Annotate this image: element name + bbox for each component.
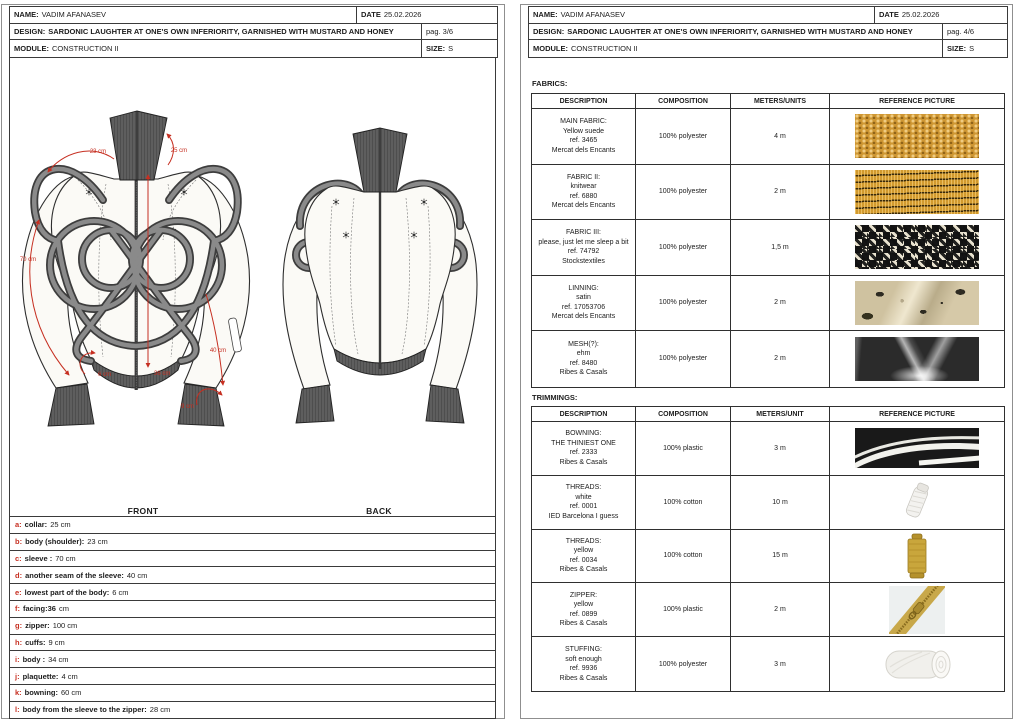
reference-cell: [830, 637, 1004, 691]
description-cell: [532, 422, 636, 475]
garment-back-view: [283, 128, 477, 423]
measurement-row-a: [9, 517, 496, 534]
column-header-composition: COMPOSITION: [636, 94, 731, 108]
description-line: FABRIC II:: [566, 173, 601, 181]
column-header-meters: METERS/UNIT: [731, 407, 830, 421]
measurement-label: plaquette:: [22, 671, 59, 681]
header-row-design: [529, 24, 1007, 41]
measurement-value: cm: [58, 604, 69, 614]
description-line: ref. 9936: [569, 665, 598, 673]
description-line: MAIN FABRIC:: [560, 118, 607, 126]
measurement-label: body from the sleeve to the zipper:: [22, 705, 147, 715]
composition-cell: 100% polyester: [636, 331, 731, 387]
meters-cell: 2 m: [731, 331, 830, 387]
measurement-letter: b:: [15, 537, 23, 547]
annotation-collar: 25 cm: [170, 148, 188, 154]
description-line: IED Barcelona I guess: [548, 512, 619, 520]
header-row-module: [10, 40, 497, 57]
reference-cell: [830, 530, 1004, 583]
fabric-row-lining: [532, 276, 1004, 332]
reference-cell: [830, 476, 1004, 529]
date-label: DATE: [879, 10, 899, 20]
measurement-label: body (shoulder):: [25, 537, 85, 547]
measurement-value: 9 cm: [48, 637, 65, 647]
page-number-cell: [942, 24, 1005, 40]
composition-cell: 100% plastic: [636, 583, 731, 636]
trimming-row-stuffing: [532, 637, 1004, 691]
description-line: ref. 0899: [569, 610, 598, 618]
description-line: Mercat dels Encants: [551, 202, 616, 210]
description-cell: [532, 476, 636, 529]
header-row-module: [529, 40, 1007, 57]
description-line: Ribes & Casals: [559, 369, 608, 377]
description-line: please, just let me sleep a bit: [538, 238, 629, 246]
description-line: Mercat dels Encants: [551, 146, 616, 154]
trimmings-table: [531, 406, 1005, 692]
name-value: VADIM AFANASEV: [560, 10, 626, 20]
left-header-table: [9, 6, 498, 58]
back-view-label: BACK: [366, 506, 392, 516]
fabrics-section-title: FABRICS:: [532, 79, 568, 88]
measurement-letter: l:: [15, 705, 20, 715]
trimmings-header-row: [532, 407, 1004, 422]
front-view-label: FRONT: [127, 506, 159, 516]
header-row-name: [10, 7, 497, 24]
measurement-row-f: [9, 601, 496, 618]
houndstooth-swatch-image: [855, 225, 979, 269]
column-header-reference: REFERENCE PICTURE: [879, 97, 955, 105]
module-value: CONSTRUCTION II: [52, 43, 119, 53]
measurement-letter: f:: [15, 604, 20, 614]
description-line: ehm: [576, 350, 591, 358]
description-line: Yellow suede: [563, 127, 604, 135]
description-line: Mercat dels Encants: [551, 313, 616, 321]
date-cell: [874, 7, 1005, 23]
annotation-shoulder: 23 cm: [89, 149, 107, 155]
measurement-value: 23 cm: [87, 537, 108, 547]
description-line: THREADS:: [565, 484, 602, 492]
measurement-value: 34 cm: [48, 654, 69, 664]
page-number: pag. 3/6: [426, 26, 454, 36]
description-line: LINNING:: [568, 284, 599, 292]
composition-cell: 100% polyester: [636, 220, 731, 275]
measurement-value: 40 cm: [126, 570, 148, 580]
design-value: SARDONIC LAUGHTER AT ONE'S OWN INFERIORITY, GARNISHED WITH MUSTARD AND HONEY: [567, 26, 913, 36]
column-header-reference: REFERENCE PICTURE: [879, 410, 955, 418]
composition-cell: 100% cotton: [636, 530, 731, 583]
description-cell: [532, 276, 636, 331]
zipper-image-background: [889, 586, 945, 634]
measurement-label: cuffs:: [25, 637, 46, 647]
right-header-table: [528, 6, 1008, 58]
measurement-letter: h:: [15, 637, 23, 647]
description-line: ZIPPER:: [569, 591, 598, 599]
meters-cell: 4 m: [731, 109, 830, 164]
measurement-row-c: [9, 551, 496, 568]
header-row-design: [10, 24, 497, 41]
size-cell: [421, 40, 495, 57]
measurement-value: 4 cm: [61, 671, 78, 681]
name-label: NAME:: [14, 10, 39, 20]
fabrics-header-row: [532, 94, 1004, 109]
description-line: ref. 8480: [569, 359, 598, 367]
measurement-label: another seam of the sleeve:: [25, 570, 124, 580]
description-line: Ribes & Casals: [559, 674, 608, 682]
measurement-letter: g:: [15, 621, 23, 631]
plastic-boning-swatch-image: [855, 428, 979, 468]
meters-cell: 2 m: [731, 583, 830, 636]
name-cell: [529, 7, 874, 23]
measurement-value: 100 cm: [52, 621, 78, 631]
page-number-cell: [421, 24, 495, 40]
measurement-row-h: [9, 635, 496, 652]
size-value: S: [969, 43, 975, 53]
description-line: satin: [576, 294, 591, 302]
description-line: ref. 2333: [569, 449, 598, 457]
module-label: MODULE:: [14, 43, 49, 53]
description-line: Ribes & Casals: [559, 458, 608, 466]
measurement-value: 70 cm: [55, 553, 76, 563]
header-row-name: [529, 7, 1007, 24]
name-cell: [10, 7, 356, 23]
description-cell: [532, 331, 636, 387]
trimming-row-zipper: [532, 583, 1004, 637]
trimming-row-yellow-thread: [532, 530, 1004, 584]
name-label: NAME:: [533, 10, 558, 20]
measurement-row-b: [9, 534, 496, 551]
measurement-label: facing:36: [23, 604, 56, 614]
tulle-swatch-image: [855, 337, 979, 381]
description-line: BOWNING:: [565, 430, 602, 438]
trimming-row-boning: [532, 422, 1004, 476]
description-line: soft enough: [565, 655, 602, 663]
measurement-row-k: [9, 685, 496, 702]
reference-cell: [830, 331, 1004, 387]
date-cell: [356, 7, 495, 23]
technical-drawing-frame: [9, 57, 496, 517]
description-line: yellow: [573, 601, 594, 609]
reference-cell: [830, 583, 1004, 636]
measurement-label: body :: [22, 654, 46, 664]
composition-cell: 100% plastic: [636, 422, 731, 475]
design-label: DESIGN:: [533, 26, 565, 36]
description-line: ref. 6880: [569, 192, 598, 200]
measurement-value: 60 cm: [61, 688, 82, 698]
composition-cell: 100% polyester: [636, 109, 731, 164]
module-cell: [529, 40, 942, 57]
reference-cell: [830, 276, 1004, 331]
measurement-label: sleeve :: [24, 553, 53, 563]
description-line: ref. 0001: [569, 503, 598, 511]
description-line: Ribes & Casals: [559, 620, 608, 628]
module-value: CONSTRUCTION II: [571, 43, 638, 53]
garment-front-view: [20, 111, 250, 426]
measurement-letter: j:: [15, 671, 20, 681]
measurement-list: [9, 517, 496, 719]
batting-roll-image: [880, 643, 954, 685]
gold-zipper-image: [889, 586, 945, 634]
description-cell: [532, 637, 636, 691]
measurement-letter: k:: [15, 688, 22, 698]
name-value: VADIM AFANASEV: [41, 10, 107, 20]
description-cell: [532, 109, 636, 164]
description-line: ref. 74792: [567, 248, 600, 256]
measurement-value: 6 cm: [112, 587, 129, 597]
composition-cell: 100% cotton: [636, 476, 731, 529]
meters-cell: 3 m: [731, 637, 830, 691]
description-cell: [532, 583, 636, 636]
meters-cell: 10 m: [731, 476, 830, 529]
description-line: MESH(?):: [568, 340, 599, 348]
module-cell: [10, 40, 421, 57]
description-line: knitwear: [570, 183, 597, 191]
description-line: ref. 0034: [569, 556, 598, 564]
trimmings-section-title: TRIMMINGS:: [532, 393, 578, 402]
page-left-construction: [1, 4, 505, 719]
composition-cell: 100% polyester: [636, 637, 731, 691]
annotation-cuff: 9 cm: [180, 404, 194, 410]
measurement-letter: e:: [15, 587, 22, 597]
fabric-row-3: [532, 220, 1004, 276]
white-thread-spool-image: [896, 479, 938, 525]
fabric-row-2: [532, 165, 1004, 221]
description-cell: [532, 530, 636, 583]
design-cell: [10, 24, 421, 40]
fabric-row-main: [532, 109, 1004, 165]
yellow-suede-swatch-image: [855, 114, 979, 158]
design-cell: [529, 24, 942, 40]
measurement-row-g: [9, 618, 496, 635]
composition-cell: 100% polyester: [636, 276, 731, 331]
size-cell: [942, 40, 1005, 57]
measurement-letter: d:: [15, 570, 23, 580]
description-line: Ribes & Casals: [559, 566, 608, 574]
measurement-value: 25 cm: [50, 520, 71, 530]
trimming-row-white-thread: [532, 476, 1004, 530]
measurement-letter: i:: [15, 654, 20, 664]
design-label: DESIGN:: [14, 26, 46, 36]
description-cell: [532, 165, 636, 220]
column-header-meters: METERS/UNITS: [731, 94, 830, 108]
size-label: SIZE:: [947, 43, 967, 53]
annotation-sleeve-seam: 40 cm: [209, 348, 227, 354]
description-line: ref. 3465: [569, 137, 598, 145]
knitwear-swatch-image: [855, 170, 979, 214]
measurement-letter: a:: [15, 520, 22, 530]
measurement-label: lowest part of the body:: [24, 587, 110, 597]
description-line: white: [575, 493, 592, 501]
paisley-satin-swatch-image: [855, 281, 979, 325]
description-line: ref. 17053706: [561, 303, 606, 311]
column-header-composition: COMPOSITION: [636, 407, 731, 421]
fabrics-table: [531, 93, 1005, 388]
size-label: SIZE:: [426, 43, 446, 53]
reference-cell: [830, 109, 1004, 164]
date-value: 25.02.2026: [901, 10, 940, 20]
column-header-description: DESCRIPTION: [532, 94, 636, 108]
measurement-value: 28 cm: [149, 705, 171, 715]
description-line: THE THINIEST ONE: [551, 439, 616, 447]
design-value: SARDONIC LAUGHTER AT ONE'S OWN INFERIORITY, GARNISHED WITH MUSTARD AND HONEY: [48, 26, 394, 36]
meters-cell: 2 m: [731, 276, 830, 331]
description-line: FABRIC III:: [565, 229, 601, 237]
column-header-description: DESCRIPTION: [532, 407, 636, 421]
measurement-row-i: [9, 651, 496, 668]
meters-cell: 3 m: [731, 422, 830, 475]
garment-technical-drawing: [10, 58, 495, 516]
module-label: MODULE:: [533, 43, 568, 53]
date-value: 25.02.2026: [383, 10, 422, 20]
measurement-row-l: [9, 702, 496, 719]
description-line: yellow: [573, 547, 594, 555]
description-line: STUFFING:: [565, 646, 602, 654]
annotation-sleeve: 70 cm: [19, 257, 37, 263]
yellow-thread-spool-image: [899, 532, 935, 580]
measurement-label: zipper:: [25, 621, 50, 631]
reference-cell: [830, 220, 1004, 275]
date-label: DATE: [361, 10, 381, 20]
fabric-row-mesh: [532, 331, 1004, 387]
measurement-row-d: [9, 567, 496, 584]
meters-cell: 15 m: [731, 530, 830, 583]
description-line: THREADS:: [565, 537, 602, 545]
measurement-label: bowning:: [24, 688, 58, 698]
annotation-hem: 6 cm: [98, 372, 112, 378]
measurement-label: collar:: [24, 520, 48, 530]
composition-cell: 100% polyester: [636, 165, 731, 220]
reference-cell: [830, 165, 1004, 220]
measurement-row-e: [9, 584, 496, 601]
measurement-letter: c:: [15, 553, 22, 563]
annotation-facing: 36 cm: [154, 371, 171, 377]
page-number: pag. 4/6: [947, 26, 975, 36]
meters-cell: 2 m: [731, 165, 830, 220]
description-cell: [532, 220, 636, 275]
description-line: Stockstextiles: [562, 257, 605, 265]
page-right-fabrics: [520, 4, 1013, 719]
meters-cell: 1,5 m: [731, 220, 830, 275]
reference-cell: [830, 422, 1004, 475]
measurement-row-j: [9, 668, 496, 685]
size-value: S: [448, 43, 454, 53]
